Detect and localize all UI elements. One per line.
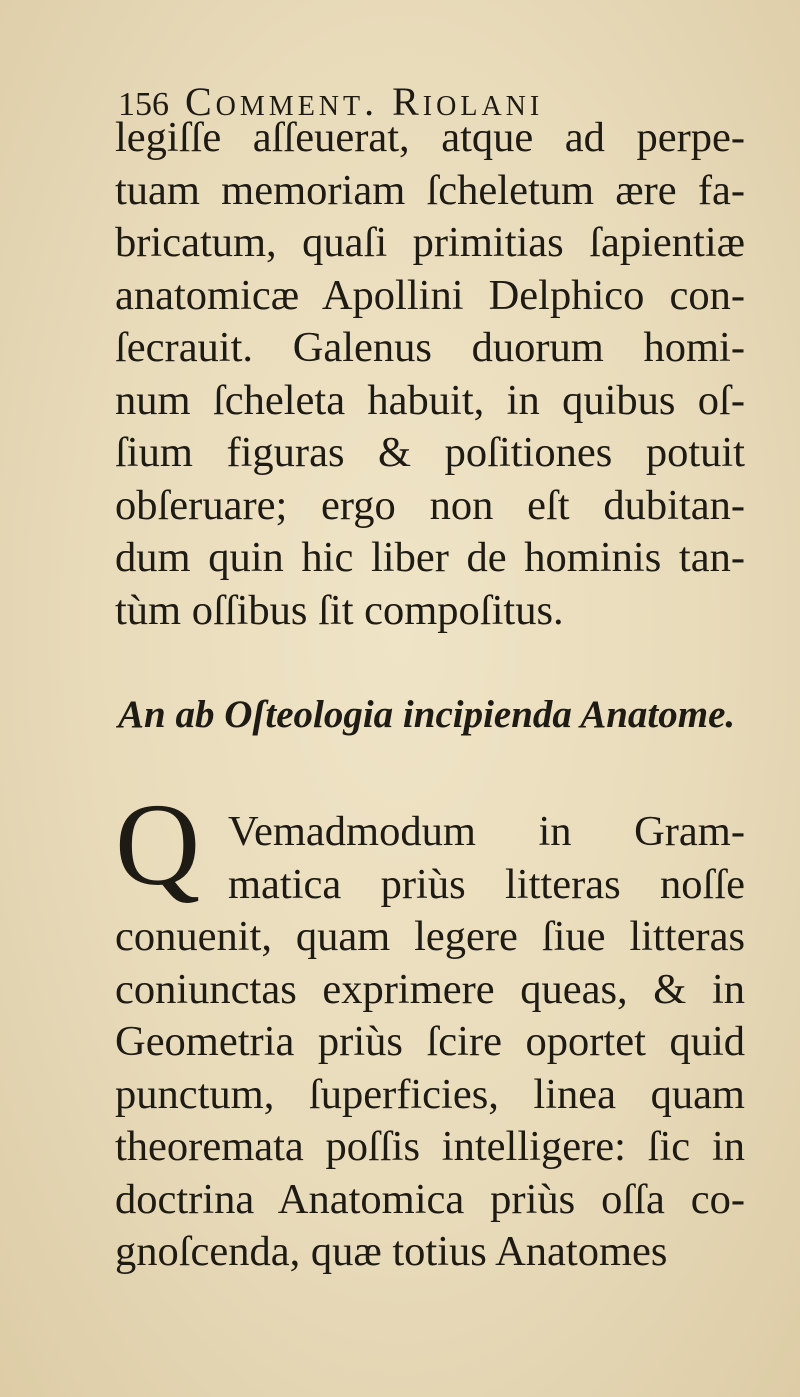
page-number: 156 bbox=[118, 86, 169, 123]
text-line: dum quin hic liber de hominis tan- bbox=[115, 534, 745, 581]
text-line: conuenit, quam legere ſiue litteras bbox=[115, 913, 745, 960]
text-line: tùm oſſibus ſit compoſitus. bbox=[115, 586, 564, 634]
text-line: bricatum, quaſi primitias ſapientiæ bbox=[115, 219, 745, 266]
text-line: theoremata poſſis intelligere: ſic in bbox=[115, 1123, 745, 1170]
text-line: punctum, ſuperficies, linea quam bbox=[115, 1070, 745, 1118]
text-line: ſecrauit. Galenus duorum homi- bbox=[115, 324, 745, 371]
text-line: Geometria priùs ſcire oportet quid bbox=[115, 1018, 745, 1065]
text-line: matica priùs litteras noſſe bbox=[228, 860, 745, 908]
section-heading: An ab Oſteologia incipienda Anatome. bbox=[118, 693, 736, 736]
text-line: coniunctas exprimere queas, & in bbox=[115, 965, 745, 1013]
text-line: gnoſcenda, quæ totius Anatomes bbox=[115, 1228, 668, 1275]
text-line: num ſcheleta habuit, in quibus oſ- bbox=[115, 376, 745, 424]
text-line: obſeruare; ergo non eſt dubitan- bbox=[115, 481, 745, 529]
running-title: Comment. Riolani bbox=[185, 79, 544, 124]
paragraph-2 bbox=[115, 806, 745, 1279]
paragraph-1 bbox=[115, 112, 745, 637]
text-line: doctrina Anatomica priùs oſſa co- bbox=[115, 1175, 745, 1223]
text-line: anatomicæ Apollini Delphico con- bbox=[115, 271, 745, 319]
text-line: ſium figuras & poſitiones potuit bbox=[115, 429, 745, 476]
drop-cap-initial: Q bbox=[115, 779, 201, 910]
text-line: tuam memoriam ſcheletum ære fa- bbox=[115, 166, 745, 214]
text-line: Vemadmodum in Gram- bbox=[228, 808, 745, 855]
text-line: legiſſe aſſeuerat, atque ad perpe- bbox=[115, 114, 745, 161]
